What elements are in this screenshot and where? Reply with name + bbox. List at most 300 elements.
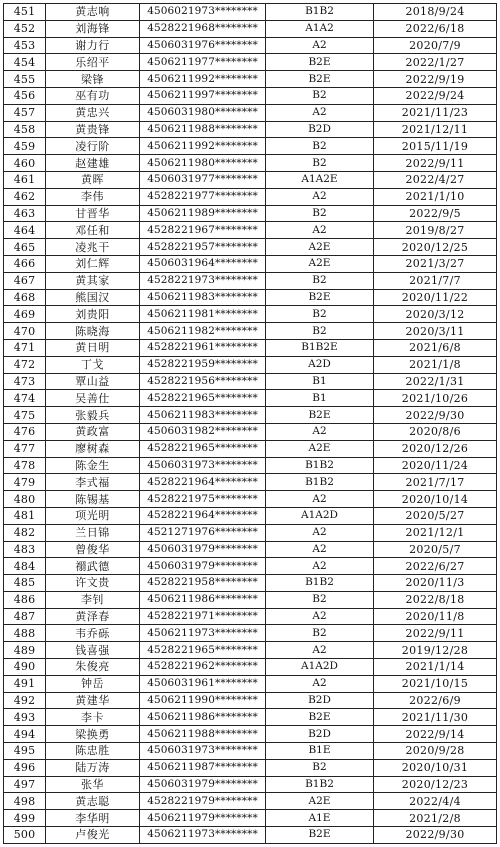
license-class-cell: B2D	[266, 726, 374, 743]
license-class-cell: A2	[266, 222, 374, 239]
license-class-cell: A1A2D	[266, 507, 374, 524]
license-class-cell: B2D	[266, 121, 374, 138]
id-number-cell: 4506211992********	[140, 138, 266, 155]
license-class-cell: A2E	[266, 793, 374, 810]
license-class-cell: B1B2	[266, 776, 374, 793]
row-number-cell: 476	[4, 423, 46, 440]
name-cell: 梁换勇	[46, 726, 140, 743]
license-class-cell: B2	[266, 323, 374, 340]
table-row	[4, 255, 497, 272]
name-cell: 廖树森	[46, 440, 140, 457]
name-cell: 梁锋	[46, 71, 140, 88]
row-number-cell: 456	[4, 87, 46, 104]
date-cell: 2020/10/31	[374, 759, 497, 776]
date-cell: 2020/8/6	[374, 423, 497, 440]
table-row	[4, 575, 497, 592]
date-cell: 2020/10/14	[374, 491, 497, 508]
table-row	[4, 390, 497, 407]
table-row	[4, 642, 497, 659]
name-cell: 韦乔砾	[46, 625, 140, 642]
table-row	[4, 507, 497, 524]
table-row	[4, 188, 497, 205]
name-cell: 兰日锦	[46, 524, 140, 541]
table-row	[4, 205, 497, 222]
id-number-cell: 4506211992********	[140, 71, 266, 88]
id-number-cell: 4506031964********	[140, 255, 266, 272]
row-number-cell: 495	[4, 743, 46, 760]
license-class-cell: B2	[266, 591, 374, 608]
license-class-cell: B1B2	[266, 474, 374, 491]
license-class-cell: B2	[266, 306, 374, 323]
id-number-cell: 4506031973********	[140, 457, 266, 474]
date-cell: 2018/9/24	[374, 4, 497, 21]
license-class-cell: B1B2	[266, 457, 374, 474]
license-class-cell: B2D	[266, 692, 374, 709]
name-cell: 谢力行	[46, 37, 140, 54]
license-class-cell: B2E	[266, 709, 374, 726]
date-cell: 2021/11/30	[374, 709, 497, 726]
id-number-cell: 4506211986********	[140, 709, 266, 726]
id-number-cell: 4521271976********	[140, 524, 266, 541]
table-row	[4, 356, 497, 373]
license-class-cell: A2	[266, 104, 374, 121]
date-cell: 2022/1/31	[374, 373, 497, 390]
license-class-cell: B2	[266, 205, 374, 222]
name-cell: 黄其家	[46, 272, 140, 289]
id-number-cell: 4528221962********	[140, 659, 266, 676]
date-cell: 2015/11/19	[374, 138, 497, 155]
license-class-cell: A2	[266, 541, 374, 558]
license-class-cell: B2	[266, 87, 374, 104]
name-cell: 陈金生	[46, 457, 140, 474]
row-number-cell: 452	[4, 20, 46, 37]
row-number-cell: 478	[4, 457, 46, 474]
license-class-cell: A1E	[266, 810, 374, 827]
name-cell: 李式福	[46, 474, 140, 491]
license-class-cell: A2E	[266, 255, 374, 272]
date-cell: 2021/1/8	[374, 356, 497, 373]
table-row	[4, 171, 497, 188]
id-number-cell: 4528221965********	[140, 390, 266, 407]
license-class-cell: A1A2E	[266, 171, 374, 188]
row-number-cell: 475	[4, 407, 46, 424]
license-class-cell: A2E	[266, 440, 374, 457]
id-number-cell: 4506211987********	[140, 759, 266, 776]
row-number-cell: 471	[4, 339, 46, 356]
name-cell: 刘贵阳	[46, 306, 140, 323]
name-cell: 刘海锋	[46, 20, 140, 37]
table-row	[4, 37, 497, 54]
id-number-cell: 4506031979********	[140, 541, 266, 558]
date-cell: 2021/11/23	[374, 104, 497, 121]
date-cell: 2022/9/14	[374, 726, 497, 743]
row-number-cell: 451	[4, 4, 46, 21]
table-row	[4, 608, 497, 625]
table-row	[4, 793, 497, 810]
name-cell: 黄建华	[46, 692, 140, 709]
name-cell: 项光明	[46, 507, 140, 524]
table-row	[4, 541, 497, 558]
date-cell: 2022/9/19	[374, 71, 497, 88]
row-number-cell: 491	[4, 675, 46, 692]
row-number-cell: 496	[4, 759, 46, 776]
id-number-cell: 4506211983********	[140, 407, 266, 424]
license-class-cell: A2	[266, 188, 374, 205]
table-row	[4, 457, 497, 474]
table-row	[4, 4, 497, 21]
row-number-cell: 469	[4, 306, 46, 323]
id-number-cell: 4506211973********	[140, 827, 266, 844]
date-cell: 2020/12/26	[374, 440, 497, 457]
name-cell: 钱喜强	[46, 642, 140, 659]
date-cell: 2021/2/8	[374, 810, 497, 827]
id-number-cell: 4506031976********	[140, 37, 266, 54]
row-number-cell: 465	[4, 239, 46, 256]
row-number-cell: 493	[4, 709, 46, 726]
record-table	[3, 3, 497, 844]
id-number-cell: 4528221959********	[140, 356, 266, 373]
license-class-cell: A2	[266, 423, 374, 440]
name-cell: 黄志响	[46, 4, 140, 21]
row-number-cell: 489	[4, 642, 46, 659]
date-cell: 2021/7/17	[374, 474, 497, 491]
license-class-cell: B2E	[266, 827, 374, 844]
table-row	[4, 675, 497, 692]
row-number-cell: 455	[4, 71, 46, 88]
date-cell: 2021/10/15	[374, 675, 497, 692]
id-number-cell: 4506211982********	[140, 323, 266, 340]
name-cell: 李华明	[46, 810, 140, 827]
table-row	[4, 323, 497, 340]
row-number-cell: 484	[4, 558, 46, 575]
id-number-cell: 4506031977********	[140, 171, 266, 188]
name-cell: 陈忠胜	[46, 743, 140, 760]
table-row	[4, 625, 497, 642]
row-number-cell: 461	[4, 171, 46, 188]
license-class-cell: A1A2	[266, 20, 374, 37]
name-cell: 邓任和	[46, 222, 140, 239]
license-class-cell: A2	[266, 524, 374, 541]
table-row	[4, 339, 497, 356]
id-number-cell: 4506211977********	[140, 54, 266, 71]
row-number-cell: 490	[4, 659, 46, 676]
date-cell: 2021/7/7	[374, 272, 497, 289]
date-cell: 2022/1/27	[374, 54, 497, 71]
date-cell: 2019/8/27	[374, 222, 497, 239]
id-number-cell: 4506211973********	[140, 625, 266, 642]
name-cell: 钟岳	[46, 675, 140, 692]
row-number-cell: 499	[4, 810, 46, 827]
table-row	[4, 222, 497, 239]
date-cell: 2020/5/27	[374, 507, 497, 524]
date-cell: 2020/11/22	[374, 289, 497, 306]
table-row	[4, 759, 497, 776]
row-number-cell: 498	[4, 793, 46, 810]
name-cell: 刘仁辉	[46, 255, 140, 272]
date-cell: 2022/6/9	[374, 692, 497, 709]
row-number-cell: 482	[4, 524, 46, 541]
name-cell: 黄日明	[46, 339, 140, 356]
license-class-cell: B2	[266, 759, 374, 776]
row-number-cell: 500	[4, 827, 46, 844]
date-cell: 2020/11/24	[374, 457, 497, 474]
license-class-cell: A2	[266, 608, 374, 625]
license-class-cell: A2	[266, 675, 374, 692]
id-number-cell: 4528221967********	[140, 222, 266, 239]
table-row	[4, 289, 497, 306]
date-cell: 2021/10/26	[374, 390, 497, 407]
name-cell: 赵建雄	[46, 155, 140, 172]
id-number-cell: 4506211988********	[140, 726, 266, 743]
row-number-cell: 458	[4, 121, 46, 138]
date-cell: 2021/12/1	[374, 524, 497, 541]
name-cell: 巫有功	[46, 87, 140, 104]
table-row	[4, 810, 497, 827]
id-number-cell: 4506211988********	[140, 121, 266, 138]
table-row	[4, 239, 497, 256]
id-number-cell: 4528221973********	[140, 272, 266, 289]
row-number-cell: 468	[4, 289, 46, 306]
row-number-cell: 492	[4, 692, 46, 709]
id-number-cell: 4506211979********	[140, 810, 266, 827]
date-cell: 2021/1/10	[374, 188, 497, 205]
row-number-cell: 479	[4, 474, 46, 491]
row-number-cell: 459	[4, 138, 46, 155]
row-number-cell: 477	[4, 440, 46, 457]
license-class-cell: B2E	[266, 289, 374, 306]
date-cell: 2021/6/8	[374, 339, 497, 356]
license-class-cell: A2	[266, 491, 374, 508]
table-row	[4, 407, 497, 424]
id-number-cell: 4528221977********	[140, 188, 266, 205]
id-number-cell: 4506031979********	[140, 558, 266, 575]
table-row	[4, 743, 497, 760]
row-number-cell: 480	[4, 491, 46, 508]
date-cell: 2020/11/8	[374, 608, 497, 625]
row-number-cell: 473	[4, 373, 46, 390]
license-class-cell: A2E	[266, 239, 374, 256]
table-row	[4, 138, 497, 155]
date-cell: 2021/1/14	[374, 659, 497, 676]
id-number-cell: 4506031979********	[140, 776, 266, 793]
row-number-cell: 474	[4, 390, 46, 407]
table-row	[4, 709, 497, 726]
name-cell: 曾俊华	[46, 541, 140, 558]
id-number-cell: 4506031973********	[140, 743, 266, 760]
table-row	[4, 440, 497, 457]
row-number-cell: 460	[4, 155, 46, 172]
license-class-cell: B2	[266, 155, 374, 172]
row-number-cell: 466	[4, 255, 46, 272]
row-number-cell: 488	[4, 625, 46, 642]
name-cell: 黄志聪	[46, 793, 140, 810]
name-cell: 张毅兵	[46, 407, 140, 424]
id-number-cell: 4506211997********	[140, 87, 266, 104]
id-number-cell: 4528221964********	[140, 507, 266, 524]
name-cell: 黄忠兴	[46, 104, 140, 121]
table-row	[4, 726, 497, 743]
date-cell: 2022/9/11	[374, 625, 497, 642]
name-cell: 黄晖	[46, 171, 140, 188]
date-cell: 2022/9/30	[374, 407, 497, 424]
table-row	[4, 474, 497, 491]
row-number-cell: 453	[4, 37, 46, 54]
table-row	[4, 659, 497, 676]
table-row	[4, 827, 497, 844]
date-cell: 2020/3/12	[374, 306, 497, 323]
table-row	[4, 306, 497, 323]
table-row	[4, 491, 497, 508]
table-row	[4, 155, 497, 172]
date-cell: 2022/4/4	[374, 793, 497, 810]
name-cell: 凌兆干	[46, 239, 140, 256]
id-number-cell: 4528221958********	[140, 575, 266, 592]
id-number-cell: 4506211986********	[140, 591, 266, 608]
id-number-cell: 4506031982********	[140, 423, 266, 440]
row-number-cell: 454	[4, 54, 46, 71]
id-number-cell: 4528221965********	[140, 440, 266, 457]
name-cell: 李钊	[46, 591, 140, 608]
name-cell: 熊国汉	[46, 289, 140, 306]
name-cell: 陆万涛	[46, 759, 140, 776]
name-cell: 张华	[46, 776, 140, 793]
name-cell: 李伟	[46, 188, 140, 205]
id-number-cell: 4528221961********	[140, 339, 266, 356]
date-cell: 2022/4/27	[374, 171, 497, 188]
id-number-cell: 4506211981********	[140, 306, 266, 323]
table-row	[4, 373, 497, 390]
row-number-cell: 472	[4, 356, 46, 373]
license-class-cell: A2	[266, 642, 374, 659]
license-class-cell: B1	[266, 373, 374, 390]
row-number-cell: 462	[4, 188, 46, 205]
date-cell: 2022/6/27	[374, 558, 497, 575]
id-number-cell: 4506211983********	[140, 289, 266, 306]
name-cell: 卢俊光	[46, 827, 140, 844]
date-cell: 2021/12/11	[374, 121, 497, 138]
id-number-cell: 4506211980********	[140, 155, 266, 172]
table-row	[4, 87, 497, 104]
id-number-cell: 4506211989********	[140, 205, 266, 222]
date-cell: 2022/9/24	[374, 87, 497, 104]
name-cell: 禤武德	[46, 558, 140, 575]
id-number-cell: 4506211990********	[140, 692, 266, 709]
id-number-cell: 4528221965********	[140, 642, 266, 659]
table-row	[4, 54, 497, 71]
table-row	[4, 524, 497, 541]
license-class-cell: A2	[266, 37, 374, 54]
name-cell: 丁戈	[46, 356, 140, 373]
row-number-cell: 481	[4, 507, 46, 524]
date-cell: 2022/6/18	[374, 20, 497, 37]
date-cell: 2022/8/18	[374, 591, 497, 608]
row-number-cell: 483	[4, 541, 46, 558]
name-cell: 凌行阶	[46, 138, 140, 155]
row-number-cell: 463	[4, 205, 46, 222]
date-cell: 2020/3/11	[374, 323, 497, 340]
license-class-cell: B2	[266, 272, 374, 289]
row-number-cell: 457	[4, 104, 46, 121]
license-class-cell: B2	[266, 138, 374, 155]
row-number-cell: 464	[4, 222, 46, 239]
date-cell: 2022/9/11	[374, 155, 497, 172]
id-number-cell: 4528221956********	[140, 373, 266, 390]
row-number-cell: 494	[4, 726, 46, 743]
row-number-cell: 485	[4, 575, 46, 592]
license-class-cell: B1B2	[266, 4, 374, 21]
date-cell: 2020/9/28	[374, 743, 497, 760]
date-cell: 2019/12/28	[374, 642, 497, 659]
table-row	[4, 591, 497, 608]
id-number-cell: 4528221975********	[140, 491, 266, 508]
table-row	[4, 71, 497, 88]
license-class-cell: B1B2	[266, 575, 374, 592]
name-cell: 黄贵锋	[46, 121, 140, 138]
row-number-cell: 467	[4, 272, 46, 289]
name-cell: 朱俊亮	[46, 659, 140, 676]
license-class-cell: B2	[266, 625, 374, 642]
date-cell: 2022/9/5	[374, 205, 497, 222]
table-row	[4, 423, 497, 440]
date-cell: 2022/9/30	[374, 827, 497, 844]
license-class-cell: B2E	[266, 54, 374, 71]
name-cell: 黄政富	[46, 423, 140, 440]
date-cell: 2020/12/23	[374, 776, 497, 793]
id-number-cell: 4506031980********	[140, 104, 266, 121]
name-cell: 黄泽春	[46, 608, 140, 625]
id-number-cell: 4528221979********	[140, 793, 266, 810]
id-number-cell: 4506031961********	[140, 675, 266, 692]
name-cell: 甘晋华	[46, 205, 140, 222]
record-table-container	[3, 3, 496, 844]
table-row	[4, 104, 497, 121]
date-cell: 2020/11/3	[374, 575, 497, 592]
date-cell: 2021/3/27	[374, 255, 497, 272]
date-cell: 2020/12/25	[374, 239, 497, 256]
record-table-body	[4, 4, 497, 844]
name-cell: 陈锡基	[46, 491, 140, 508]
license-class-cell: B1	[266, 390, 374, 407]
date-cell: 2020/7/9	[374, 37, 497, 54]
license-class-cell: B1E	[266, 743, 374, 760]
id-number-cell: 4528221964********	[140, 474, 266, 491]
name-cell: 李卡	[46, 709, 140, 726]
license-class-cell: A2D	[266, 356, 374, 373]
row-number-cell: 486	[4, 591, 46, 608]
row-number-cell: 470	[4, 323, 46, 340]
name-cell: 吴善仕	[46, 390, 140, 407]
license-class-cell: B2E	[266, 407, 374, 424]
name-cell: 覃山益	[46, 373, 140, 390]
license-class-cell: A2	[266, 558, 374, 575]
row-number-cell: 497	[4, 776, 46, 793]
name-cell: 许文贵	[46, 575, 140, 592]
id-number-cell: 4506021973********	[140, 4, 266, 21]
name-cell: 陈晓海	[46, 323, 140, 340]
table-row	[4, 558, 497, 575]
table-row	[4, 272, 497, 289]
row-number-cell: 487	[4, 608, 46, 625]
date-cell: 2020/5/7	[374, 541, 497, 558]
table-row	[4, 121, 497, 138]
id-number-cell: 4528221971********	[140, 608, 266, 625]
name-cell: 乐绍平	[46, 54, 140, 71]
id-number-cell: 4528221957********	[140, 239, 266, 256]
table-row	[4, 692, 497, 709]
license-class-cell: A1A2D	[266, 659, 374, 676]
license-class-cell: B1B2E	[266, 339, 374, 356]
id-number-cell: 4528221968********	[140, 20, 266, 37]
